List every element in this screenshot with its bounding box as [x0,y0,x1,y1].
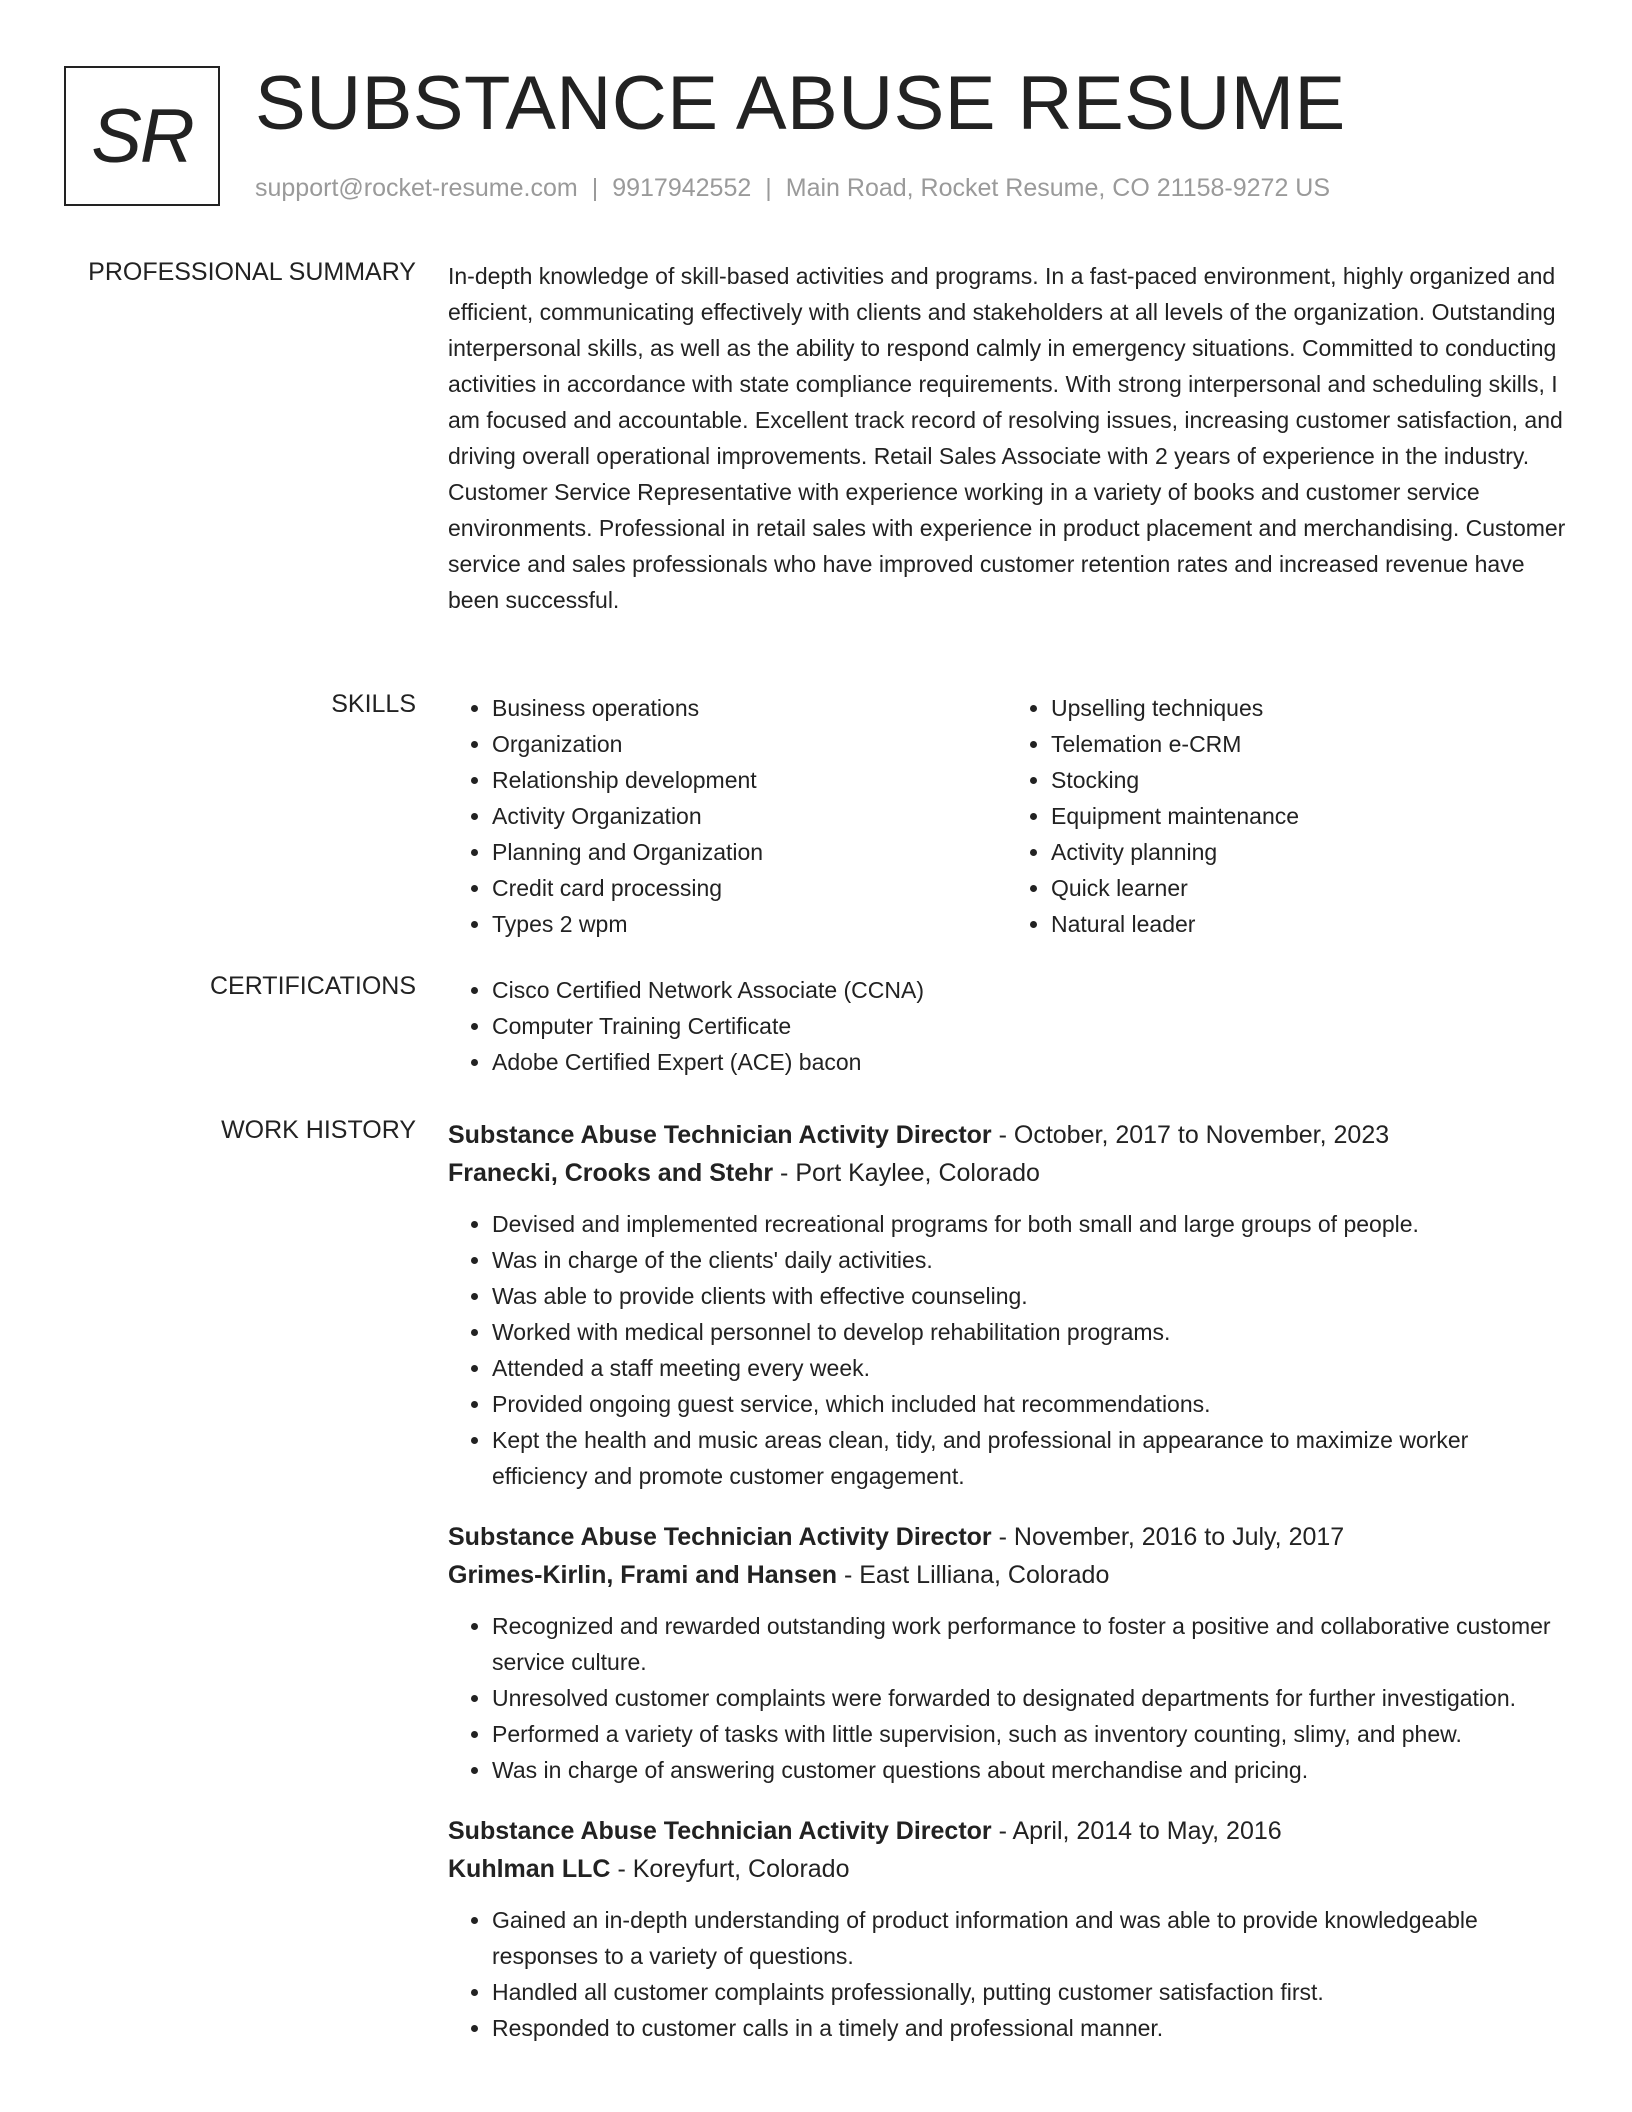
certification-item: • Adobe Certified Expert (ACE) bacon [492,1044,1566,1080]
job-title-line [448,1518,1566,1556]
skill-item: • Activity planning [1051,834,1566,870]
skills-list-right [1007,690,1566,942]
job-company: Kuhlman LLC [448,1855,611,1883]
job-bullet: • Was in charge of answering customer questions about merchandise and pricing. [492,1752,1566,1788]
job-bullet: • Attended a staff meeting every week. [492,1350,1566,1386]
section-label-certifications: CERTIFICATIONS [209,972,416,1000]
skill-item: • Relationship development [492,762,1007,798]
skill-item: • Organization [492,726,1007,762]
resume-title: SUBSTANCE ABUSE RESUME [255,61,1346,146]
job-entry [448,1116,1566,1494]
skill-item: • Telemation e-CRM [1051,726,1566,762]
skill-item: • Business operations [492,690,1007,726]
skill-item: • Upselling techniques [1051,690,1566,726]
job-title: Substance Abuse Technician Activity Director [448,1523,992,1551]
job-bullets [448,1902,1566,2046]
skills-list-left [448,690,1007,942]
job-bullet: • Handled all customer complaints professionally, putting customer satisfaction first. [492,1974,1566,2010]
job-location: - East Lilliana, Colorado [837,1561,1110,1589]
certifications-list [448,972,1566,1080]
skill-item: • Credit card processing [492,870,1007,906]
job-location: - Port Kaylee, Colorado [773,1159,1040,1187]
summary-text: In-depth knowledge of skill-based activities and programs. In a fast-paced environment, highly organized and efficient, communicating effectively with clients and stakeholders at all levels of the organization. Outstanding interpersonal skills, as well as the ability to respond calmly in emergency situations. Committed to conducting activities in accordance with state compliance requirements. With strong interpersonal and scheduling skills, I am focused and accountable. Excellent track record of resolving issues, increasing customer satisfaction, and driving overall operational improvements. Retail Sales Associate with 2 years of experience in the industry. Customer Service Representative with experience working in a variety of books and customer service environments. Professional in retail sales with experience in product placement and merchandising. Customer service and sales professionals who have improved customer retention rates and increased revenue have been successful. [448,263,1566,613]
job-dates: - October, 2017 to November, 2023 [991,1121,1390,1149]
monogram-logo: SR [64,66,220,206]
job-entry [448,1812,1566,2046]
job-bullet: • Provided ongoing guest service, which included hat recommendations. [492,1386,1566,1422]
contact-phone: 9917942552 [612,174,752,202]
job-bullet: • Devised and implemented recreational programs for both small and large groups of people. [492,1206,1566,1242]
job-title-line [448,1812,1566,1850]
certification-item: • Cisco Certified Network Associate (CCNA) [492,972,1566,1008]
job-company: Franecki, Crooks and Stehr [448,1159,774,1187]
job-company-line [448,1850,1566,1888]
job-bullet: • Recognized and rewarded outstanding work performance to foster a positive and collaborative customer service culture. [492,1608,1566,1680]
contact-email: support@rocket-resume.com [255,174,578,202]
job-bullet: • Unresolved customer complaints were forwarded to designated departments for further investigation. [492,1680,1566,1716]
job-location: - Koreyfurt, Colorado [610,1855,850,1883]
certification-item: • Computer Training Certificate [492,1008,1566,1044]
skill-item: • Equipment maintenance [1051,798,1566,834]
section-label-summary: PROFESSIONAL SUMMARY [88,258,416,286]
skill-item: • Stocking [1051,762,1566,798]
skill-item: • Natural leader [1051,906,1566,942]
skill-item: • Planning and Organization [492,834,1007,870]
job-company-line [448,1556,1566,1594]
job-bullet: • Kept the health and music areas clean, tidy, and professional in appearance to maximize worker efficiency and promote customer engagement. [492,1422,1566,1494]
contact-line [255,174,1330,203]
job-bullets [448,1206,1566,1494]
contact-address: Main Road, Rocket Resume, CO 21158-9272 US [785,174,1331,202]
job-dates: - April, 2014 to May, 2016 [991,1817,1282,1845]
contact-separator: | [591,174,599,202]
resume-header [64,61,1584,216]
job-bullet: • Was able to provide clients with effective counseling. [492,1278,1566,1314]
job-bullet: • Performed a variety of tasks with little supervision, such as inventory counting, slimy, and phew. [492,1716,1566,1752]
job-title-line [448,1116,1566,1154]
job-company: Grimes-Kirlin, Frami and Hansen [448,1561,837,1589]
job-bullet: • Gained an in-depth understanding of product information and was able to provide knowledgeable responses to a variety of questions. [492,1902,1566,1974]
job-bullet: • Responded to customer calls in a timely and professional manner. [492,2010,1566,2046]
skill-item: • Activity Organization [492,798,1007,834]
section-label-skills: SKILLS [331,690,416,718]
section-label-work-history: WORK HISTORY [221,1116,416,1144]
skill-item: • Types 2 wpm [492,906,1007,942]
job-entry [448,1518,1566,1788]
job-bullet: • Worked with medical personnel to develop rehabilitation programs. [492,1314,1566,1350]
job-company-line [448,1154,1566,1192]
contact-separator: | [765,174,772,202]
job-bullets [448,1608,1566,1788]
job-bullet: • Was in charge of the clients' daily activities. [492,1242,1566,1278]
job-title: Substance Abuse Technician Activity Director [448,1121,992,1149]
skill-item: • Quick learner [1051,870,1566,906]
job-title: Substance Abuse Technician Activity Director [448,1817,992,1845]
job-dates: - November, 2016 to July, 2017 [991,1523,1345,1551]
